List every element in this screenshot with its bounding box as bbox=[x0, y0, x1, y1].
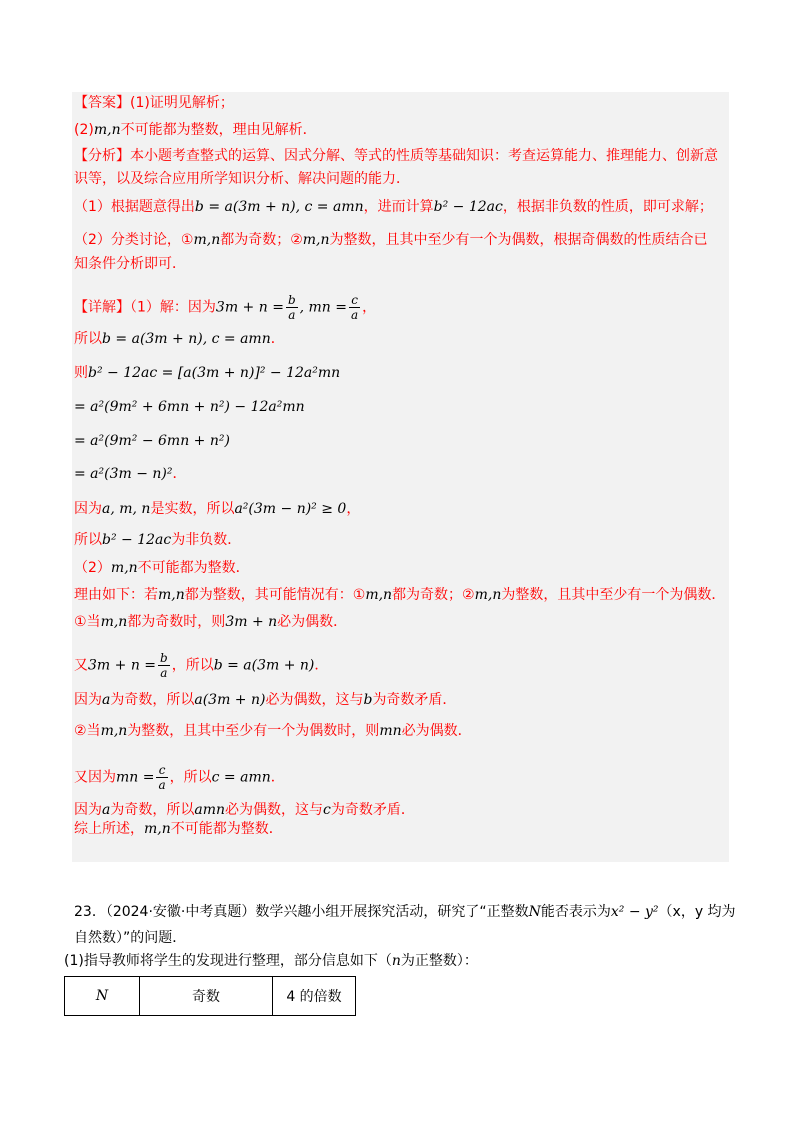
detail-line-12: 又3m + n = $\frac{b}{a}$ ，所以b = a(3m + n)． bbox=[74, 651, 329, 680]
detail-line-7: 因为a, m, n是实数，所以a²(3m − n)² ≥ 0， bbox=[74, 501, 361, 517]
detail-line-2: 所以b = a(3m + n), c = amn． bbox=[74, 331, 285, 347]
detail-line-5: = a²(9m² − 6mn + n²) bbox=[74, 433, 230, 449]
detail-line-6: = a²(3m − n)²． bbox=[74, 466, 187, 482]
fraction-b-over-a-2: $\frac{b}{a}$ bbox=[160, 651, 168, 680]
question-line-3: (1)指导教师将学生的发现进行整理，部分信息如下（n为正整数）： bbox=[64, 953, 478, 969]
analysis-line-5: 知条件分析即可． bbox=[74, 256, 186, 272]
detail-line-16: 因为a为奇数，所以amn必为偶数，这与c为奇数矛盾． bbox=[74, 802, 415, 818]
fraction-c-over-a-2: $\frac{c}{a}$ bbox=[158, 763, 166, 792]
detail-line-4: = a²(9m² + 6mn + n²) − 12a²mn bbox=[74, 399, 305, 415]
analysis-line-3: （1）根据题意得出b = a(3m + n), c = amn，进而计算b² − 12ac，根据非负数的性质，即可求解； bbox=[74, 199, 713, 215]
table-cell-odd: 奇数 bbox=[140, 977, 273, 1016]
detail-line-14: ②当m,n为整数，且其中至少有一个为偶数时，则mn必为偶数． bbox=[74, 723, 472, 739]
analysis-line-4: （2）分类讨论，①m,n都为奇数；②m,n为整数，且其中至少有一个为偶数，根据奇偶数的性质结合已 bbox=[74, 232, 708, 248]
answer-line-1: 【答案】(1)证明见解析； bbox=[74, 95, 234, 111]
detail-line-11: ①当m,n都为奇数时，则3m + n必为偶数． bbox=[74, 614, 348, 630]
analysis-line-2: 识等，以及综合应用所学知识分析、解决问题的能力． bbox=[74, 171, 410, 187]
detail-line-3: 则b² − 12ac = [a(3m + n)]² − 12a²mn bbox=[74, 365, 341, 381]
answer-line-2: (2)m,n不可能都为整数，理由见解析． bbox=[74, 122, 317, 138]
question-line-1: 23．（2024·安徽·中考真题）数学兴趣小组开展探究活动，研究了“正整数N能否表示为x² − y²（x，y 均为 bbox=[74, 904, 736, 920]
detail-line-8: 所以b² − 12ac为非负数． bbox=[74, 532, 242, 548]
detail-line-1: 【详解】（1）解：因为3m + n = $\frac{b}{a}$ , mn = $\frac{c}{a}$ ， bbox=[74, 293, 377, 322]
table-cell-n: N bbox=[65, 977, 140, 1016]
detail-line-9: （2）m,n不可能都为整数． bbox=[74, 560, 250, 576]
question-line-2: 自然数）”的问题． bbox=[74, 930, 187, 946]
detail-line-17: 综上所述，m,n不可能都为整数． bbox=[74, 821, 283, 837]
table-row bbox=[65, 977, 356, 1016]
analysis-line-1: 【分析】本小题考查整式的运算、因式分解、等式的性质等基础知识：考查运算能力、推理能力、创新意 bbox=[74, 148, 718, 164]
fraction-b-over-a: $\frac{b}{a}$ bbox=[287, 293, 296, 322]
fraction-c-over-a: $\frac{c}{a}$ bbox=[351, 293, 359, 322]
detail-line-10: 理由如下：若m,n都为整数，其可能情况有：①m,n都为奇数；②m,n为整数，且其中至少有一个为偶数． bbox=[74, 587, 726, 603]
detail-line-15: 又因为mn = $\frac{c}{a}$ ，所以c = amn． bbox=[74, 763, 285, 792]
detail-line-13: 因为a为奇数，所以a(3m + n)必为偶数，这与b为奇数矛盾． bbox=[74, 692, 457, 708]
table-cell-multiple-of-4: 4 的倍数 bbox=[273, 977, 356, 1016]
info-table bbox=[64, 976, 356, 1016]
